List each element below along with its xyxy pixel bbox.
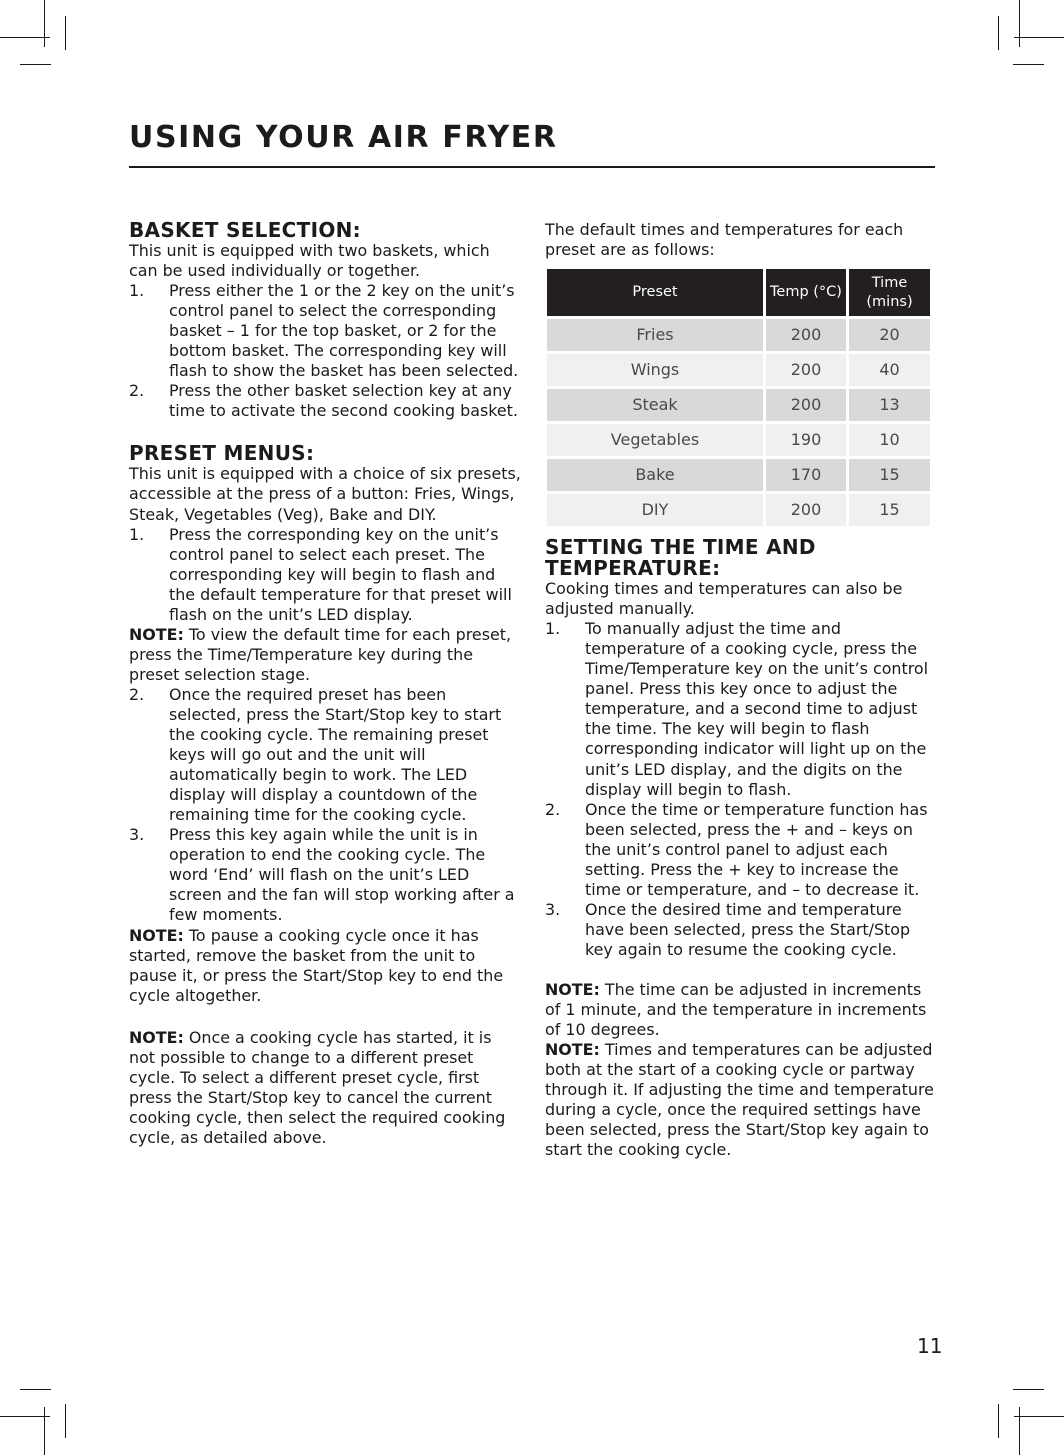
note [129, 625, 521, 685]
crop-mark [44, 0, 45, 47]
table-header-row [547, 269, 930, 316]
preset-defaults-table [544, 266, 933, 529]
crop-mark [65, 1404, 66, 1438]
list-text: To manually adjust the time and temperature of a cooking cycle, press the Time/Temperature key on the unit’s control panel. Press this key once to adjust the temperature, and a second time to adjust the time. The key will begin to flash corresponding indicator will light up on the unit’s LED display, and the digits on the display will begin to flash. [585, 619, 929, 799]
time-cell: 13 [849, 389, 930, 421]
right-column [545, 220, 937, 1160]
setting-intro: Cooking times and temperatures can also be adjusted manually. [545, 579, 903, 619]
table-row [547, 494, 930, 526]
note-text: Once a cooking cycle has started, it is not possible to change to a different preset cycle. To select a different preset cycle, first press the Start/Stop key to cancel the current cooking cycle, then select the required cooking cycle, as detailed above. [129, 1027, 506, 1147]
crop-mark [0, 1416, 50, 1417]
left-column [129, 220, 521, 1148]
crop-mark [44, 1407, 45, 1455]
title-divider [129, 166, 935, 168]
basket-selection-heading: BASKET SELECTION: [129, 218, 361, 242]
list-item [129, 525, 521, 625]
list-text: Once the time or temperature function has been selected, press the + and – keys on the unit’s control panel to adjust each setting. Press the + key to increase the time or temperature, and – to decrease it. [585, 799, 928, 899]
setting-time-temp-heading: SETTING THE TIME AND TEMPERATURE: [545, 535, 816, 581]
note [545, 980, 937, 1040]
list-text: Press the corresponding key on the unit’s control panel to select each preset. The corresponding key will begin to flash and the default temperature for that preset will flash on the unit’s LED display. [169, 524, 512, 624]
preset-cell: DIY [547, 494, 763, 526]
temp-cell: 170 [766, 459, 846, 491]
temp-cell: 200 [766, 354, 846, 386]
time-cell: 15 [849, 459, 930, 491]
table-row [547, 354, 930, 386]
crop-mark [20, 1389, 51, 1390]
note-label: NOTE: [129, 1027, 184, 1047]
table-row [547, 389, 930, 421]
time-cell: 20 [849, 319, 930, 351]
list-item [545, 619, 937, 799]
crop-mark [65, 16, 66, 50]
list-text: Once the required preset has been selected, press the Start/Stop key to start the cooking cycle. The remaining preset keys will go out and the unit will automatically begin to work. The LED display will display a countdown of the remaining time for the cooking cycle. [169, 684, 502, 825]
list-number: 3. [129, 825, 145, 845]
page-number: 11 [917, 1334, 943, 1358]
note-text: To pause a cooking cycle once it has started, remove the basket from the unit to pause it, or press the Start/Stop key to end the cycle altogether. [129, 925, 504, 1005]
temp-cell: 200 [766, 319, 846, 351]
preset-cell: Wings [547, 354, 763, 386]
column-header-temp: Temp (°C) [766, 269, 846, 316]
crop-mark [1013, 1389, 1044, 1390]
list-number: 3. [545, 899, 561, 919]
crop-mark [0, 37, 50, 38]
list-item [545, 800, 937, 900]
table-row [547, 424, 930, 456]
preset-intro: This unit is equipped with a choice of six presets, accessible at the press of a button: Fries, Wings, Steak, Vegetables (Veg), Bake and DIY. [129, 464, 521, 524]
crop-mark [20, 64, 51, 65]
crop-mark [1014, 1416, 1064, 1417]
defaults-intro: The default times and temperatures for each preset are as follows: [545, 220, 904, 260]
temp-cell: 200 [766, 494, 846, 526]
preset-cell: Steak [547, 389, 763, 421]
list-item [129, 281, 521, 381]
crop-mark [1019, 0, 1020, 47]
note-label: NOTE: [129, 624, 184, 644]
page-title: USING YOUR AIR FRYER [129, 120, 558, 155]
column-header-time: Time (mins) [849, 269, 930, 316]
note-text: To view the default time for each preset, press the Time/Temperature key during the preset selection stage. [129, 624, 512, 684]
crop-mark [1014, 37, 1064, 38]
note [545, 1040, 937, 1160]
note-label: NOTE: [545, 1040, 600, 1060]
note-label: NOTE: [129, 925, 184, 945]
table-row [547, 319, 930, 351]
preset-menus-heading: PRESET MENUS: [129, 441, 315, 466]
list-number: 1. [545, 619, 561, 639]
temp-cell: 190 [766, 424, 846, 456]
basket-intro: This unit is equipped with two baskets, which can be used individually or together. [129, 241, 490, 281]
list-text: Press the other basket selection key at any time to activate the second cooking basket. [169, 381, 518, 421]
crop-mark [1019, 1407, 1020, 1455]
list-number: 1. [129, 281, 145, 301]
list-number: 1. [129, 524, 145, 544]
note-text: The time can be adjusted in increments of 1 minute, and the temperature in increments of 10 degrees. [545, 979, 927, 1040]
preset-cell: Bake [547, 459, 763, 491]
list-number: 2. [129, 381, 145, 401]
list-text: Once the desired time and temperature have been selected, press the Start/Stop key again to resume the cooking cycle. [585, 899, 911, 959]
note-text: Times and temperatures can be adjusted both at the start of a cooking cycle or partway through it. If adjusting the time and temperature during a cycle, once the required settings have been selected, press the Start/Stop key again to start the cooking cycle. [545, 1040, 934, 1160]
list-number: 2. [545, 799, 561, 819]
note-label: NOTE: [545, 979, 600, 999]
note [129, 926, 521, 1006]
time-cell: 10 [849, 424, 930, 456]
list-item [129, 685, 521, 825]
note [129, 1028, 521, 1148]
crop-mark [1013, 64, 1044, 65]
crop-mark [998, 1404, 999, 1438]
time-cell: 15 [849, 494, 930, 526]
list-text: Press this key again while the unit is in operation to end the cooking cycle. The word ‘End’ will flash on the unit’s LED screen and the fan will stop working after a few moments. [169, 825, 515, 925]
list-number: 2. [129, 684, 145, 704]
time-cell: 40 [849, 354, 930, 386]
temp-cell: 200 [766, 389, 846, 421]
list-item [129, 381, 521, 421]
list-item [129, 825, 521, 925]
column-header-preset: Preset [547, 269, 763, 316]
list-text: Press either the 1 or the 2 key on the unit’s control panel to select the corresponding basket – 1 for the top basket, or 2 for the bottom basket. The corresponding key will flash to show the basket has been selected. [169, 281, 519, 381]
crop-mark [998, 16, 999, 50]
table-row [547, 459, 930, 491]
preset-cell: Vegetables [547, 424, 763, 456]
list-item [545, 900, 937, 960]
preset-cell: Fries [547, 319, 763, 351]
